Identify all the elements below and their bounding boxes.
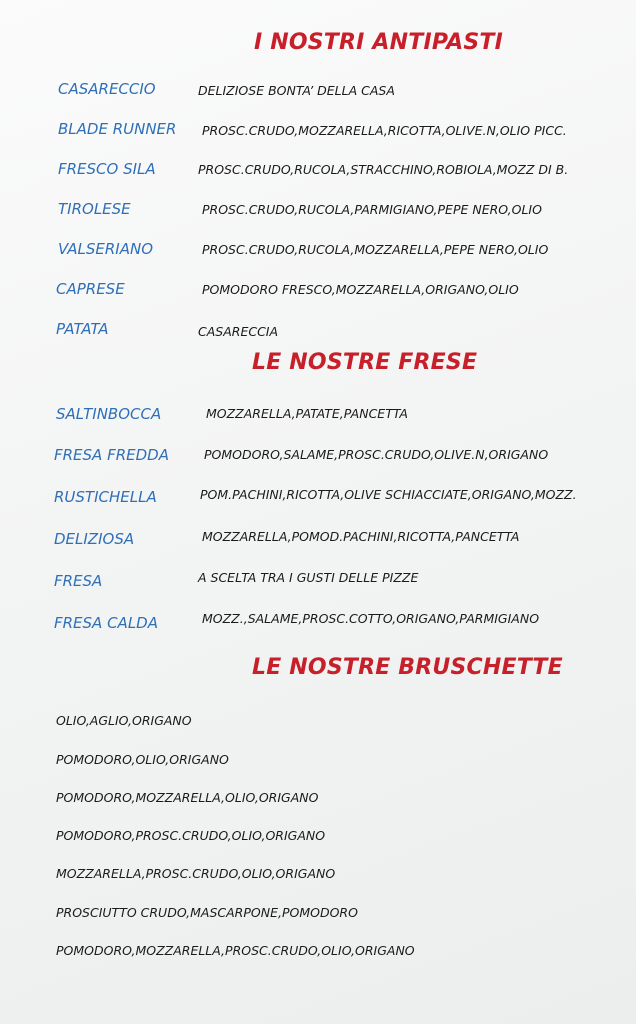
antipasti-item-desc: CASARECCIA	[198, 324, 279, 339]
bruschetta-item: MOZZARELLA,PROSC.CRUDO,OLIO,ORIGANO	[56, 866, 336, 881]
bruschette-heading: LE NOSTRE BRUSCHETTE	[252, 655, 563, 680]
frese-item-name: SALTINBOCCA	[56, 405, 162, 423]
antipasti-item-name: FRESCO SILA	[58, 160, 156, 178]
bruschetta-item: OLIO,AGLIO,ORIGANO	[56, 713, 192, 728]
frese-item-desc: MOZZ.,SALAME,PROSC.COTTO,ORIGANO,PARMIGIANO	[202, 611, 540, 626]
antipasti-item-desc: PROSC.CRUDO,MOZZARELLA,RICOTTA,OLIVE.N,OLIO PICC.	[202, 123, 567, 138]
antipasti-item-name: CASARECCIO	[58, 80, 156, 98]
antipasti-heading: I NOSTRI ANTIPASTI	[254, 30, 503, 55]
frese-item-name: RUSTICHELLA	[54, 488, 157, 506]
antipasti-item-desc: PROSC.CRUDO,RUCOLA,PARMIGIANO,PEPE NERO,OLIO	[202, 202, 542, 217]
bruschetta-item: POMODORO,MOZZARELLA,PROSC.CRUDO,OLIO,ORIGANO	[56, 943, 415, 958]
antipasti-item-desc: PROSC.CRUDO,RUCOLA,MOZZARELLA,PEPE NERO,OLIO	[202, 242, 549, 257]
antipasti-item-desc: POMODORO FRESCO,MOZZARELLA,ORIGANO,OLIO	[202, 282, 519, 297]
antipasti-item-desc: PROSC.CRUDO,RUCOLA,STRACCHINO,ROBIOLA,MOZZ DI B.	[198, 162, 569, 177]
bruschetta-item: POMODORO,PROSC.CRUDO,OLIO,ORIGANO	[56, 828, 326, 843]
bruschetta-item: POMODORO,OLIO,ORIGANO	[56, 752, 229, 767]
antipasti-item-name: BLADE RUNNER	[58, 120, 177, 138]
frese-item-desc: MOZZARELLA,POMOD.PACHINI,RICOTTA,PANCETTA	[202, 529, 520, 544]
antipasti-item-name: CAPRESE	[56, 280, 125, 298]
frese-item-desc: A SCELTA TRA I GUSTI DELLE PIZZE	[198, 570, 419, 585]
bruschetta-item: PROSCIUTTO CRUDO,MASCARPONE,POMODORO	[56, 905, 358, 920]
frese-item-name: FRESA	[54, 572, 103, 590]
frese-item-name: FRESA CALDA	[54, 614, 158, 632]
frese-item-desc: POM.PACHINI,RICOTTA,OLIVE SCHIACCIATE,ORIGANO,MOZZ.	[200, 487, 577, 502]
frese-item-desc: POMODORO,SALAME,PROSC.CRUDO,OLIVE.N,ORIGANO	[204, 447, 549, 462]
frese-item-name: FRESA FREDDA	[54, 446, 169, 464]
antipasti-item-name: TIROLESE	[58, 200, 131, 218]
frese-heading: LE NOSTRE FRESE	[252, 350, 478, 375]
antipasti-item-desc: DELIZIOSE BONTA’ DELLA CASA	[198, 83, 395, 98]
bruschetta-item: POMODORO,MOZZARELLA,OLIO,ORIGANO	[56, 790, 319, 805]
frese-item-name: DELIZIOSA	[54, 530, 135, 548]
antipasti-item-name: VALSERIANO	[58, 240, 153, 258]
antipasti-item-name: PATATA	[56, 320, 109, 338]
frese-item-desc: MOZZARELLA,PATATE,PANCETTA	[206, 406, 408, 421]
